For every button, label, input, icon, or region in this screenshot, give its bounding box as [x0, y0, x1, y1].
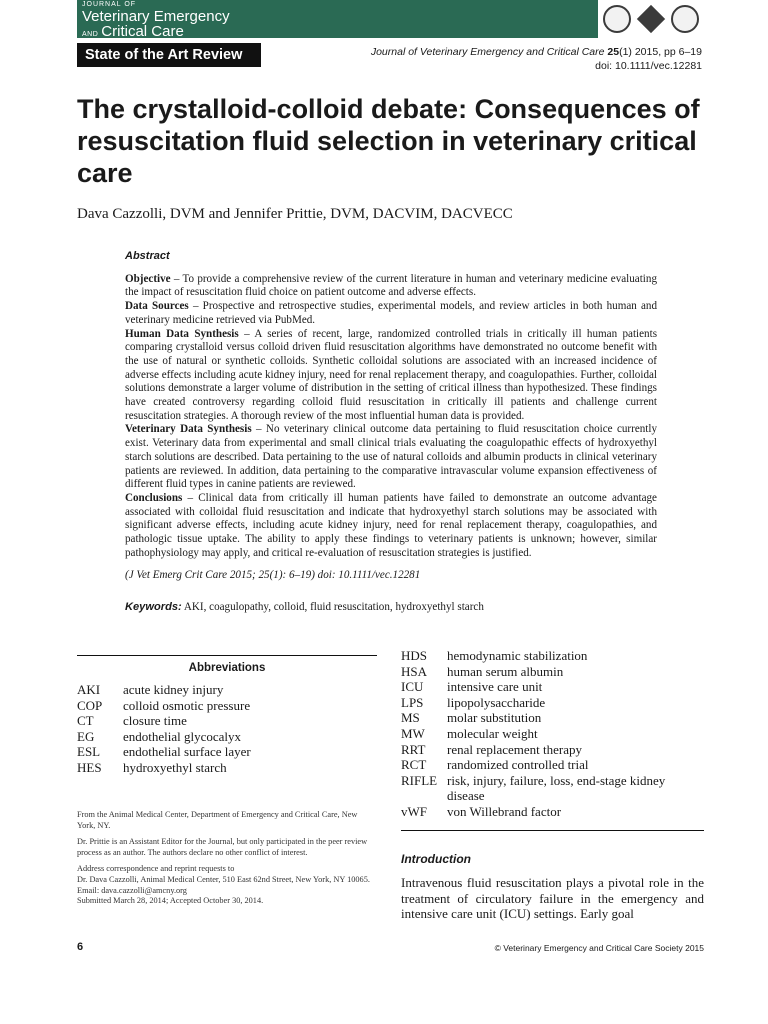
abbreviation-term: LPS	[401, 694, 424, 710]
abbreviation-row	[77, 760, 377, 776]
journal-and-label: AND	[82, 31, 99, 38]
abbreviations-list-right	[401, 648, 704, 820]
abbreviation-definition: closure time	[123, 713, 187, 729]
article-type-label: State of the Art Review	[77, 43, 261, 67]
abbreviations-heading: Abbreviations	[188, 662, 266, 674]
journal-name-line1: Veterinary Emergency	[82, 8, 230, 25]
abbreviation-row	[77, 713, 377, 729]
abbreviation-definition: randomized controlled trial	[447, 757, 589, 773]
abbreviation-term: COP	[77, 697, 103, 713]
abbreviation-row	[401, 804, 704, 820]
article-title: The crystalloid-colloid debate: Consequences of resuscitation fluid selection in veterinary critical care	[77, 94, 700, 188]
objective-text: – To provide a comprehensive review of the current literature in human and veterinary medicine evaluating the impact of resuscitation fluid choice on patient outcome and adverse effects.	[125, 272, 657, 299]
abbreviation-definition: hydroxyethyl starch	[123, 759, 227, 775]
abbreviation-row	[77, 682, 377, 698]
abbreviation-row	[401, 695, 704, 711]
data-sources-text: – Prospective and retrospective studies, experimental models, and review articles in both human and veterinary medicine retrieved via PubMed.	[125, 300, 657, 326]
abbreviation-term: HES	[77, 759, 102, 775]
abbreviation-row	[401, 773, 704, 804]
abbreviation-definition: acute kidney injury	[123, 682, 224, 697]
abstract-data-sources	[125, 300, 657, 327]
doi[interactable]: doi: 10.1111/vec.12281	[595, 60, 702, 72]
abbreviation-term: HDS	[401, 648, 428, 663]
abbreviation-term: ICU	[401, 679, 424, 695]
diamond-emblem-icon	[637, 5, 665, 33]
abbreviation-term: vWF	[401, 803, 427, 819]
abbreviation-row	[77, 729, 377, 745]
society-seals	[598, 0, 704, 38]
footnotes	[77, 810, 377, 913]
keywords	[125, 601, 657, 615]
citation-journal: Journal of Veterinary Emergency and Critical Care	[370, 46, 605, 58]
abbreviation-definition: molecular weight	[447, 725, 538, 741]
abbreviation-term: RCT	[401, 757, 427, 773]
journal-name-line2	[82, 24, 230, 39]
abbreviation-row	[401, 757, 704, 773]
abbreviation-definition: renal replacement therapy	[447, 741, 582, 757]
authors: Dava Cazzolli, DVM and Jennifer Prittie, DVM, DACVIM, DACVECC	[77, 206, 513, 222]
abstract-vet-data	[125, 423, 657, 492]
abbreviation-definition: human serum albumin	[447, 663, 564, 679]
abbreviation-row	[77, 698, 377, 714]
disclosure-note: Dr. Prittie is an Assistant Editor for the Journal, but only participated in the peer review process as an author. The authors declare no other conflict of interest.	[77, 837, 368, 857]
introduction-text: Intravenous fluid resuscitation plays a pivotal role in the treatment of circulatory failure in the emergency and intensive care unit (ICU) settings. Early goal	[401, 875, 704, 922]
abbreviation-term: MW	[401, 725, 425, 741]
abbreviation-term: MS	[401, 710, 420, 726]
abbreviation-row	[401, 710, 704, 726]
correspondence-address[interactable]: Dr. Dava Cazzolli, Animal Medical Center, 510 East 62nd Street, New York, NY 10065. Email: dava.cazzolli@amcny.org	[77, 874, 370, 895]
objective-label: Objective	[125, 272, 171, 285]
journal-logo	[82, 1, 230, 39]
abbreviation-row	[401, 648, 704, 664]
abbreviation-definition: von Willebrand factor	[447, 803, 562, 819]
abbreviation-definition: endothelial surface layer	[123, 744, 251, 760]
abbreviation-row	[401, 742, 704, 758]
copyright-notice: © Veterinary Emergency and Critical Care Society 2015	[494, 943, 704, 953]
abbreviation-definition: risk, injury, failure, loss, end-stage kidney disease	[447, 772, 666, 804]
citation-line	[371, 45, 702, 59]
conclusions-text: – Clinical data from critically ill human patients have failed to demonstrate an outcome advantage associated with colloidal fluid resuscitation and indicate that hydroxyethyl starch solutions may be associated with significant adverse effects, including acute kidney injury, need for renal replacement therapy, coagulopathies, and pathologic tissue uptake. The ability to apply these findings to veterinary patients is unknown; however, similar pathophysiology may apply, and critical re-evaluation of resuscitation strategies is justified.	[125, 491, 657, 559]
citation	[371, 45, 702, 73]
abbreviation-definition: lipopolysaccharide	[447, 694, 546, 710]
abbreviation-term: CT	[77, 713, 94, 729]
correspondence-note	[77, 864, 377, 875]
abbreviation-definition: molar substitution	[447, 710, 542, 726]
affiliation-note: From the Animal Medical Center, Department of Emergency and Critical Care, New York, NY.	[77, 810, 358, 830]
keywords-text: AKI, coagulopathy, colloid, fluid resuscitation, hydroxyethyl starch	[183, 601, 484, 614]
abbreviation-term: AKI	[77, 682, 101, 697]
citation-volume: 25	[607, 46, 620, 58]
submission-dates: Submitted March 28, 2014; Accepted October 30, 2014.	[77, 896, 264, 906]
correspondence-line1: Address correspondence and reprint requests to	[77, 864, 235, 874]
abbreviation-term: ESL	[77, 744, 101, 760]
journal-name-line2-text: Critical Care	[101, 23, 184, 40]
abbreviation-definition: intensive care unit	[447, 679, 543, 695]
abbreviations-list-left	[77, 682, 377, 776]
journal-of-label: JOURNAL OF	[82, 1, 137, 8]
citation-pages: (1) 2015, pp 6–19	[619, 46, 702, 58]
abstract-heading: Abstract	[125, 250, 170, 262]
abstract-conclusions	[125, 492, 657, 561]
vet-data-label: Veterinary Data Synthesis	[125, 423, 252, 436]
keywords-label: Keywords:	[125, 601, 182, 614]
abbreviation-definition: hemodynamic stabilization	[447, 648, 588, 663]
abstract-human-data	[125, 328, 657, 424]
society-seal-icon	[603, 5, 631, 33]
abbreviation-term: EG	[77, 728, 95, 744]
introduction-heading: Introduction	[401, 852, 471, 866]
abbreviations-box	[77, 655, 377, 776]
abbreviation-row	[401, 726, 704, 742]
abbreviations-divider	[401, 830, 704, 831]
abbreviation-term: HSA	[401, 663, 428, 679]
data-sources-label: Data Sources	[125, 300, 189, 313]
abbreviation-definition: endothelial glycocalyx	[123, 728, 242, 744]
abbreviation-row	[401, 664, 704, 680]
abbreviation-term: RIFLE	[401, 772, 438, 788]
abbreviation-row	[401, 679, 704, 695]
abbreviation-row	[77, 744, 377, 760]
abbreviation-definition: colloid osmotic pressure	[123, 697, 251, 713]
vet-data-text: – No veterinary clinical outcome data pertaining to fluid resuscitation choice currently exist. Veterinary data from experimental and small clinical trials evaluating the coagulopathic effects of hydroxyethyl starch solutions are described. Data pertaining to the use of natural colloids and albumin products in clinical veterinary patients are reviewed. In addition, data pertaining to the comparative intravascular volume expansion effectiveness of different fluid types in canine patients are reviewed.	[125, 423, 658, 491]
abbreviation-term: RRT	[401, 741, 426, 757]
human-data-label: Human Data Synthesis	[125, 327, 239, 340]
college-seal-icon	[671, 5, 699, 33]
abstract-objective	[125, 273, 657, 300]
abstract-citation: (J Vet Emerg Crit Care 2015; 25(1): 6–19) doi: 10.1111/vec.12281	[125, 569, 421, 582]
conclusions-label: Conclusions	[125, 491, 183, 504]
page-number: 6	[77, 941, 84, 953]
abstract	[125, 250, 657, 615]
human-data-text: – A series of recent, large, randomized controlled trials in critically ill human patients comparing crystalloid versus colloid driven fluid resuscitation algorithms have demonstrated no outcome benefit with the use of natural or synthetic colloids. Synthetic colloidal solutions are associated with an increased incidence of adverse effects including acute kidney injury, need for renal replacement therapy, and coagulopathies. Further, colloidal solutions demonstrate a larger volume of distribution in the setting of critical illness than hypothesized. These findings have created controversy regarding colloid fluid resuscitation in critically ill patients and challenge current resuscitation strategies. A thorough review of the most influential human data is provided.	[125, 327, 658, 422]
